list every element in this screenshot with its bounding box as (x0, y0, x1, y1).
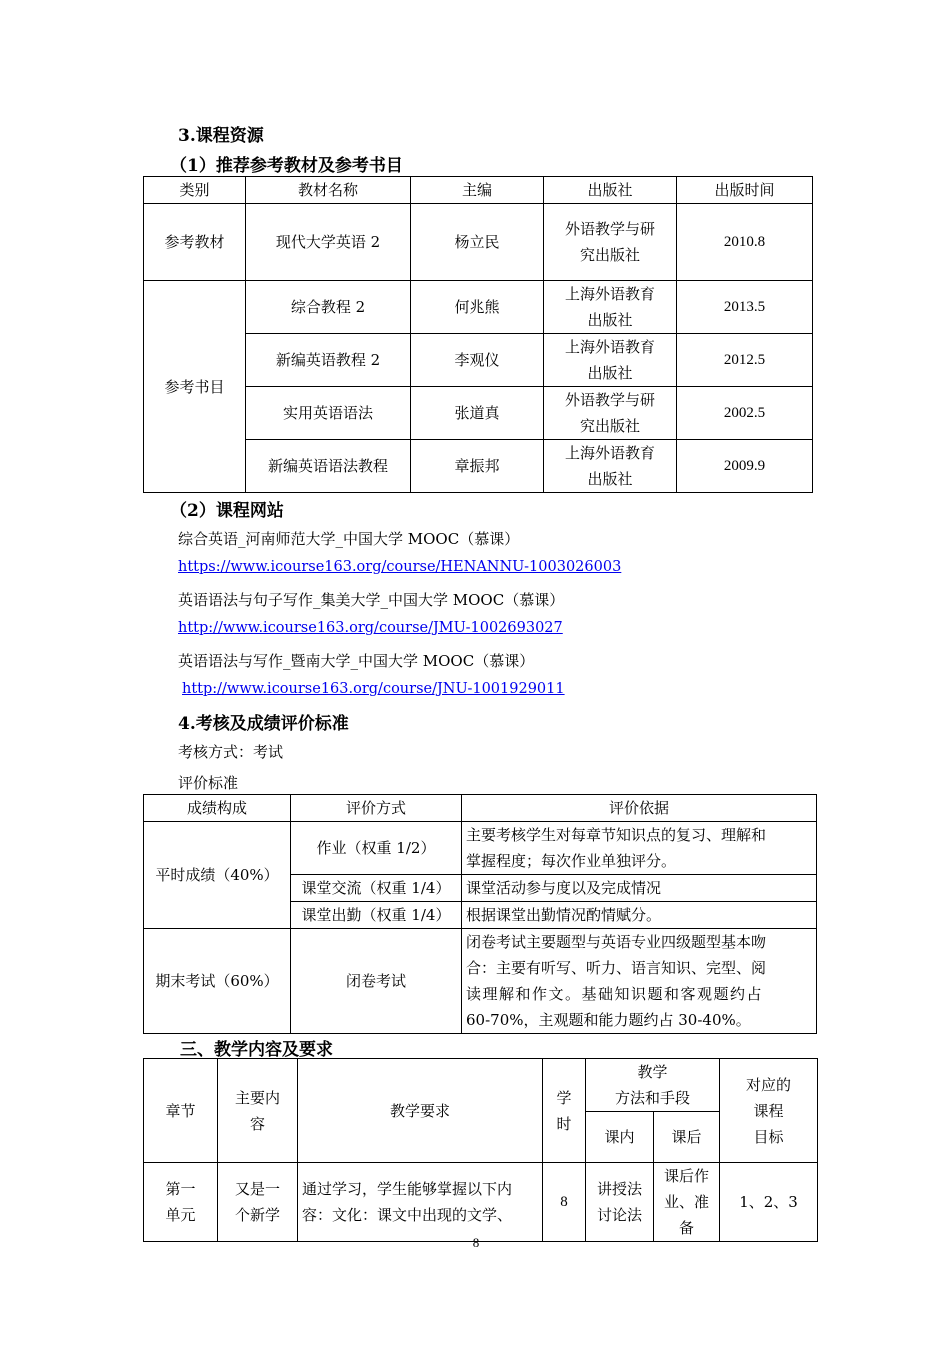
publisher-cell: 外语教学与研究出版社 (544, 387, 677, 440)
date-cell: 2012.5 (677, 334, 813, 387)
section-heading-teaching-content: 三、教学内容及要求 (180, 1040, 333, 1060)
book-name-cell: 现代大学英语 2 (246, 204, 411, 281)
header-in-class: 课内 (586, 1112, 654, 1163)
method-cell: 课堂出勤（权重 1/4） (291, 902, 462, 929)
basis-line: 读理解和作文。基础知识题和客观题约占 (466, 985, 764, 1003)
header-publish-date: 出版时间 (677, 177, 813, 204)
editor-cell: 李观仪 (411, 334, 544, 387)
table-row (144, 204, 813, 281)
chapter-cell (144, 1163, 218, 1242)
criteria-label: 评价标准 (178, 774, 239, 792)
book-name-cell: 新编英语教程 2 (246, 334, 411, 387)
cell-line: 又是一 (234, 1180, 280, 1198)
header-line: 目标 (753, 1127, 784, 1146)
basis-line: 合：主要有听写、听力、语言知识、完型、阅 (466, 959, 767, 977)
header-course-objectives (720, 1059, 818, 1163)
website-link[interactable]: https://www.icourse163.org/course/HENANNU-1003026003 (178, 559, 622, 575)
header-after-class: 课后 (654, 1112, 720, 1163)
category-cell: 参考书目 (144, 281, 246, 493)
method-cell: 闭卷考试 (291, 929, 462, 1034)
exam-method-text: 考核方式：考试 (178, 743, 284, 761)
header-category: 类别 (144, 177, 246, 204)
section-heading-course-resources: 3.课程资源 (178, 126, 264, 146)
date-cell: 2009.9 (677, 440, 813, 493)
header-line: 学 (556, 1088, 572, 1107)
header-teaching-methods (586, 1059, 720, 1112)
editor-cell: 何兆熊 (411, 281, 544, 334)
basis-line: 掌握程度；每次作业单独评分。 (466, 852, 677, 870)
publisher-cell: 上海外语教育出版社 (544, 440, 677, 493)
page-number: 8 (472, 1235, 480, 1250)
subheading-course-websites: （2）课程网站 (170, 501, 284, 521)
basis-cell (462, 929, 817, 1034)
header-chapter: 章节 (144, 1059, 218, 1163)
book-name-cell: 综合教程 2 (246, 281, 411, 334)
cell-line: 第一 (165, 1180, 196, 1198)
table-header-row (144, 177, 813, 204)
publisher-cell: 外语教学与研究出版社 (544, 204, 677, 281)
header-line: 主要内 (234, 1088, 280, 1107)
website-link[interactable]: http://www.icourse163.org/course/JNU-1001929011 (182, 681, 565, 697)
website-link[interactable]: http://www.icourse163.org/course/JMU-1002693027 (178, 620, 563, 636)
cell-line: 业、准备 (664, 1193, 710, 1237)
teaching-content-table (143, 1058, 818, 1242)
editor-cell: 杨立民 (411, 204, 544, 281)
website-title: 英语语法与写作_暨南大学_中国大学 MOOC（慕课） (178, 652, 535, 670)
table-header-row (144, 795, 817, 822)
method-cell: 课堂交流（权重 1/4） (291, 875, 462, 902)
publisher-cell: 上海外语教育出版社 (544, 334, 677, 387)
cell-line: 个新学 (234, 1206, 280, 1224)
cell-line: 讲授法 (596, 1180, 642, 1198)
method-cell: 作业（权重 1/2） (291, 822, 462, 875)
basis-cell: 课堂活动参与度以及完成情况 (462, 875, 817, 902)
table-row (144, 929, 817, 1034)
category-cell: 参考教材 (144, 204, 246, 281)
cell-line: 容：文化：课文中出现的文学、 (302, 1206, 513, 1224)
objectives-cell: 1、2、3 (720, 1163, 818, 1242)
section-heading-assessment: 4.考核及成绩评价标准 (178, 714, 349, 734)
reference-books-table (143, 176, 813, 493)
header-textbook-name: 教材名称 (246, 177, 411, 204)
header-evaluation-method: 评价方式 (291, 795, 462, 822)
cell-line: 课后作 (664, 1167, 710, 1185)
basis-line: 60-70%，主观题和能力题约占 30-40%。 (466, 1011, 751, 1029)
in-class-cell (586, 1163, 654, 1242)
table-row (144, 822, 817, 875)
header-requirements: 教学要求 (298, 1059, 543, 1163)
after-class-cell (654, 1163, 720, 1242)
header-grade-composition: 成绩构成 (144, 795, 291, 822)
cell-line: 通过学习，学生能够掌握以下内 (302, 1180, 513, 1198)
website-title: 综合英语_河南师范大学_中国大学 MOOC（慕课） (178, 530, 520, 548)
basis-cell (462, 822, 817, 875)
table-header-row (144, 1059, 818, 1112)
hours-cell: 8 (543, 1163, 586, 1242)
website-title: 英语语法与句子写作_集美大学_中国大学 MOOC（慕课） (178, 591, 565, 609)
book-name-cell: 新编英语语法教程 (246, 440, 411, 493)
header-line: 教学 (637, 1063, 668, 1081)
table-row (144, 1163, 818, 1242)
header-line: 方法和手段 (615, 1089, 691, 1107)
cell-line: 单元 (165, 1206, 196, 1224)
cell-line: 讨论法 (596, 1206, 642, 1224)
regular-grade-cell: 平时成绩（40%） (144, 822, 291, 929)
header-line: 容 (249, 1114, 265, 1133)
header-line: 课程 (753, 1101, 784, 1120)
date-cell: 2013.5 (677, 281, 813, 334)
requirements-cell (298, 1163, 543, 1242)
header-editor: 主编 (411, 177, 544, 204)
basis-cell: 根据课堂出勤情况酌情赋分。 (462, 902, 817, 929)
header-evaluation-basis: 评价依据 (462, 795, 817, 822)
header-main-content (218, 1059, 298, 1163)
header-line: 对应的 (746, 1075, 792, 1094)
editor-cell: 张道真 (411, 387, 544, 440)
basis-line: 主要考核学生对每章节知识点的复习、理解和 (466, 826, 767, 844)
header-line: 时 (556, 1114, 572, 1133)
date-cell: 2002.5 (677, 387, 813, 440)
final-exam-cell: 期末考试（60%） (144, 929, 291, 1034)
header-hours (543, 1059, 586, 1163)
basis-line: 闭卷考试主要题型与英语专业四级题型基本吻 (466, 933, 767, 951)
book-name-cell: 实用英语语法 (246, 387, 411, 440)
header-publisher: 出版社 (544, 177, 677, 204)
assessment-table (143, 794, 817, 1034)
date-cell: 2010.8 (677, 204, 813, 281)
subheading-reference-books: （1）推荐参考教材及参考书目 (170, 156, 403, 176)
table-row (144, 281, 813, 334)
editor-cell: 章振邦 (411, 440, 544, 493)
content-cell (218, 1163, 298, 1242)
publisher-cell: 上海外语教育出版社 (544, 281, 677, 334)
